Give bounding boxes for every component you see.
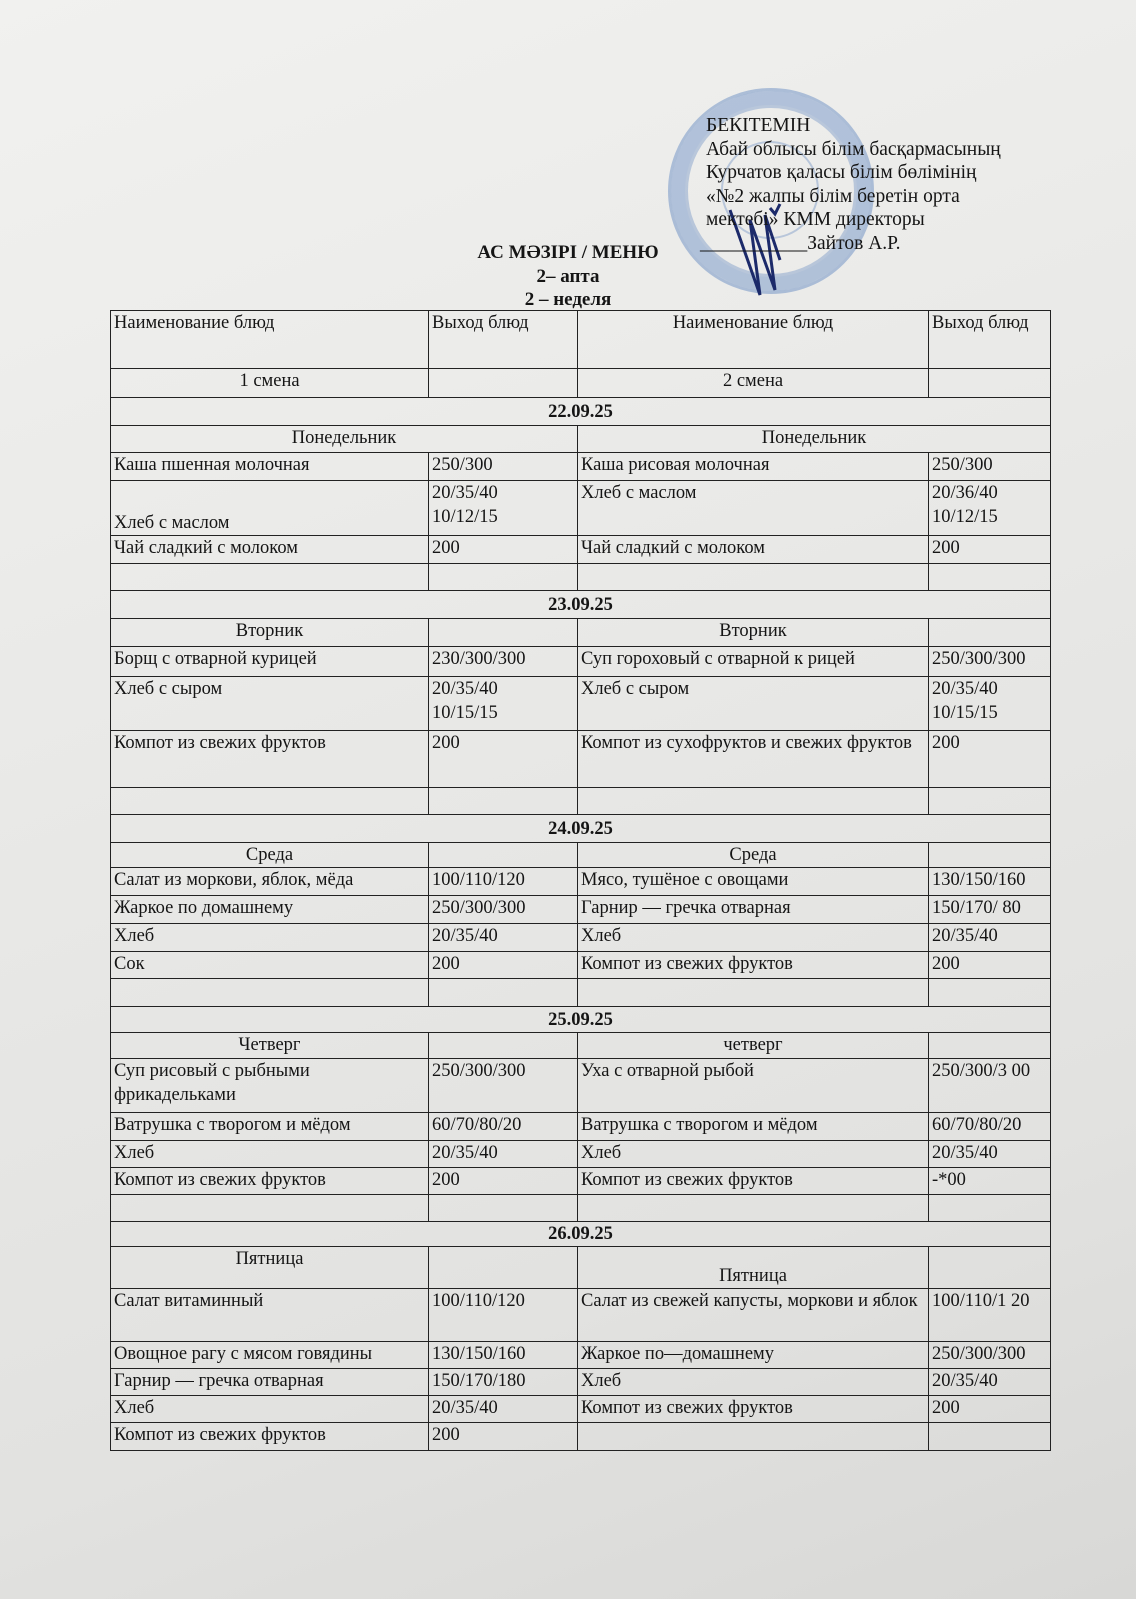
dish-name-cell: Салат из свежей капусты, моркови и яблок	[578, 1289, 929, 1342]
portion-cell: 150/170/ 80	[929, 896, 1051, 924]
dish-name-cell	[578, 1195, 929, 1222]
table-row	[111, 1141, 1051, 1168]
approval-line: «№2 жалпы білім беретін орта	[706, 185, 960, 207]
dish-name-cell: Салат витаминный	[111, 1289, 429, 1342]
header-cell: Наименование блюд	[111, 311, 429, 369]
dish-name-cell: Компот из свежих фруктов	[111, 731, 429, 788]
dish-name-cell: Суп гороховый с отварной к рицей	[578, 647, 929, 677]
dish-name-cell: Компот из свежих фруктов	[111, 1423, 429, 1451]
day-cell	[929, 1247, 1051, 1289]
empty-row	[111, 788, 1051, 815]
portion-cell: -*00	[929, 1168, 1051, 1195]
portion-cell	[929, 564, 1051, 591]
dish-name-cell: Компот из свежих фруктов	[578, 1168, 929, 1195]
portion-cell: 250/300/3 00	[929, 1059, 1051, 1113]
table-row	[111, 453, 1051, 481]
day-cell: Понедельник	[578, 426, 1051, 453]
portion-cell	[429, 564, 578, 591]
week-ru: 2 – неделя	[524, 289, 612, 310]
dish-name-cell: Салат из моркови, яблок, мёда	[111, 868, 429, 896]
portion-cell: 20/35/40	[429, 924, 578, 952]
day-cell: Четверг	[111, 1033, 429, 1059]
day-cell	[429, 619, 578, 647]
date-row	[111, 1222, 1051, 1247]
portion-cell: 200	[929, 1396, 1051, 1423]
dish-name-cell: Суп рисовый с рыбными фрикадельками	[111, 1059, 429, 1113]
header-cell: Выход блюд	[429, 311, 578, 369]
day-cell: Пятница	[578, 1247, 929, 1289]
date-cell: 23.09.25	[111, 591, 1051, 619]
dish-name-cell: Хлеб	[111, 1141, 429, 1168]
approval-line: Абай облысы білім басқармасының	[706, 138, 1001, 160]
date-row	[111, 815, 1051, 843]
dish-name-cell: Хлеб	[111, 1396, 429, 1423]
portion-cell: 20/36/40 10/12/15	[929, 481, 1051, 536]
shift-cell	[929, 369, 1051, 398]
portion-cell: 200	[429, 731, 578, 788]
portion-cell: 200	[429, 1168, 578, 1195]
dish-name-cell: Хлеб с сыром	[578, 677, 929, 731]
portion-cell	[429, 979, 578, 1007]
portion-cell: 150/170/180	[429, 1369, 578, 1396]
dish-name-cell	[578, 564, 929, 591]
portion-cell: 200	[929, 536, 1051, 564]
portion-cell: 60/70/80/20	[929, 1113, 1051, 1141]
table-row	[111, 1168, 1051, 1195]
dish-name-cell: Хлеб с маслом	[578, 481, 929, 536]
dish-name-cell: Гарнир — гречка отварная	[578, 896, 929, 924]
date-row	[111, 1007, 1051, 1033]
dish-name-cell: Ватрушка с творогом и мёдом	[111, 1113, 429, 1141]
empty-row	[111, 979, 1051, 1007]
table-row	[111, 677, 1051, 731]
dish-name-cell: Жаркое по домашнему	[111, 896, 429, 924]
portion-cell	[429, 1195, 578, 1222]
table-row	[111, 1059, 1051, 1113]
table-row	[111, 1423, 1051, 1451]
date-row	[111, 591, 1051, 619]
dish-name-cell	[111, 564, 429, 591]
day-cell	[429, 1247, 578, 1289]
dish-name-cell: Компот из свежих фруктов	[111, 1168, 429, 1195]
portion-cell	[929, 1195, 1051, 1222]
dish-name-cell: Хлеб	[578, 1141, 929, 1168]
portion-cell: 200	[429, 1423, 578, 1451]
portion-cell: 250/300/300	[429, 1059, 578, 1113]
dish-name-cell: Хлеб с маслом	[111, 481, 429, 536]
portion-cell: 100/110/1 20	[929, 1289, 1051, 1342]
dish-name-cell: Каша пшенная молочная	[111, 453, 429, 481]
portion-cell: 20/35/40 10/12/15	[429, 481, 578, 536]
date-cell: 24.09.25	[111, 815, 1051, 843]
portion-cell: 20/35/40	[429, 1396, 578, 1423]
approval-line: мектебі» КММ директоры	[706, 209, 925, 230]
day-row	[111, 619, 1051, 647]
dish-name-cell: Мясо, тушёное с овощами	[578, 868, 929, 896]
dish-name-cell: Уха с отварной рыбой	[578, 1059, 929, 1113]
dish-name-cell: Хлеб	[578, 924, 929, 952]
day-row	[111, 426, 1051, 453]
portion-cell: 20/35/40	[929, 1141, 1051, 1168]
portion-cell: 250/300/300	[929, 1342, 1051, 1369]
empty-row	[111, 564, 1051, 591]
table-row	[111, 1396, 1051, 1423]
approval-line: Курчатов қаласы білім бөлімінің	[706, 162, 977, 183]
portion-cell: 200	[929, 731, 1051, 788]
day-cell: Вторник	[578, 619, 929, 647]
day-row	[111, 1033, 1051, 1059]
day-cell	[429, 1033, 578, 1059]
table-header-row	[111, 311, 1051, 369]
shift-cell: 1 смена	[111, 369, 429, 398]
day-cell: Вторник	[111, 619, 429, 647]
dish-name-cell: Сок	[111, 952, 429, 979]
table-row	[111, 1342, 1051, 1369]
portion-cell	[929, 1423, 1051, 1451]
portion-cell: 100/110/120	[429, 1289, 578, 1342]
day-cell: Понедельник	[111, 426, 578, 453]
portion-cell	[929, 788, 1051, 815]
portion-cell: 200	[429, 536, 578, 564]
dish-name-cell: Компот из свежих фруктов	[578, 952, 929, 979]
date-row	[111, 398, 1051, 426]
table-row	[111, 952, 1051, 979]
dish-name-cell	[111, 979, 429, 1007]
header-cell: Наименование блюд	[578, 311, 929, 369]
day-row	[111, 1247, 1051, 1289]
portion-cell: 20/35/40	[429, 1141, 578, 1168]
portion-cell: 250/300/300	[929, 647, 1051, 677]
dish-name-cell: Чай сладкий с молоком	[111, 536, 429, 564]
portion-cell: 130/150/160	[929, 868, 1051, 896]
shift-row	[111, 369, 1051, 398]
table-row	[111, 868, 1051, 896]
day-cell: четверг	[578, 1033, 929, 1059]
date-cell: 26.09.25	[111, 1222, 1051, 1247]
approval-block	[700, 114, 1001, 255]
table-row	[111, 1289, 1051, 1342]
week-kz: 2– апта	[536, 266, 600, 287]
empty-row	[111, 1195, 1051, 1222]
portion-cell: 100/110/120	[429, 868, 578, 896]
portion-cell: 20/35/40 10/15/15	[429, 677, 578, 731]
dish-name-cell: Жаркое по—домашнему	[578, 1342, 929, 1369]
signature-line: ___________Зайтов А.Р.	[700, 232, 901, 254]
dish-name-cell: Овощное рагу с мясом говядины	[111, 1342, 429, 1369]
dish-name-cell: Борщ с отварной курицей	[111, 647, 429, 677]
table-row	[111, 731, 1051, 788]
table-row	[111, 481, 1051, 536]
shift-cell: 2 смена	[578, 369, 929, 398]
menu-table	[110, 310, 1051, 1451]
dish-name-cell	[111, 1195, 429, 1222]
dish-name-cell: Хлеб с сыром	[111, 677, 429, 731]
header-cell: Выход блюд	[929, 311, 1051, 369]
portion-cell: 230/300/300	[429, 647, 578, 677]
portion-cell: 250/300	[429, 453, 578, 481]
dish-name-cell: Чай сладкий с молоком	[578, 536, 929, 564]
table-row	[111, 924, 1051, 952]
dish-name-cell	[578, 1423, 929, 1451]
portion-cell: 250/300/300	[429, 896, 578, 924]
table-row	[111, 536, 1051, 564]
table-row	[111, 1369, 1051, 1396]
portion-cell: 20/35/40	[929, 1369, 1051, 1396]
document-title: АС МӘЗІРІ / МЕНЮ	[477, 242, 659, 263]
approval-heading: БЕКІТЕМІН	[706, 115, 811, 136]
portion-cell: 20/35/40 10/15/15	[929, 677, 1051, 731]
dish-name-cell	[111, 788, 429, 815]
day-cell	[929, 843, 1051, 868]
day-cell	[929, 619, 1051, 647]
date-cell: 25.09.25	[111, 1007, 1051, 1033]
dish-name-cell: Хлеб	[578, 1369, 929, 1396]
day-cell: Среда	[111, 843, 429, 868]
table-row	[111, 647, 1051, 677]
portion-cell	[929, 979, 1051, 1007]
portion-cell: 130/150/160	[429, 1342, 578, 1369]
dish-name-cell	[578, 788, 929, 815]
dish-name-cell: Хлеб	[111, 924, 429, 952]
dish-name-cell: Гарнир — гречка отварная	[111, 1369, 429, 1396]
dish-name-cell: Компот из сухофруктов и свежих фруктов	[578, 731, 929, 788]
date-cell: 22.09.25	[111, 398, 1051, 426]
portion-cell	[429, 788, 578, 815]
portion-cell: 20/35/40	[929, 924, 1051, 952]
day-cell	[929, 1033, 1051, 1059]
portion-cell: 200	[429, 952, 578, 979]
portion-cell: 200	[929, 952, 1051, 979]
dish-name-cell	[578, 979, 929, 1007]
table-row	[111, 1113, 1051, 1141]
shift-cell	[429, 369, 578, 398]
day-row	[111, 843, 1051, 868]
dish-name-cell: Компот из свежих фруктов	[578, 1396, 929, 1423]
day-cell: Пятница	[111, 1247, 429, 1289]
dish-name-cell: Каша рисовая молочная	[578, 453, 929, 481]
table-row	[111, 896, 1051, 924]
day-cell	[429, 843, 578, 868]
portion-cell: 60/70/80/20	[429, 1113, 578, 1141]
day-cell: Среда	[578, 843, 929, 868]
dish-name-cell: Ватрушка с творогом и мёдом	[578, 1113, 929, 1141]
portion-cell: 250/300	[929, 453, 1051, 481]
